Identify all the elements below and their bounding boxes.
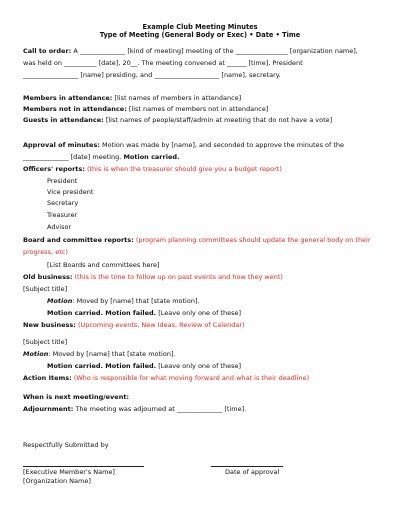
respectfully-submitted: Respectfully Submitted by — [23, 441, 109, 449]
approval-line-2 — [23, 153, 385, 161]
old-business-motion-label: Motion — [47, 297, 73, 305]
adjournment-label: Adjournment: — [23, 405, 74, 413]
old-business-note: (this is the time to follow up on past events and how they went) — [72, 273, 283, 281]
board-reports-line-2: progress, etc) — [23, 248, 68, 256]
guests-attendance-text: [list names of people/staff/admin at meeting that do not have a vote] — [103, 116, 333, 124]
new-business-result-label: Motion carried. Motion failed. — [47, 362, 157, 370]
action-items — [23, 374, 385, 382]
new-business-motion-text: : Moved by [name] that [state motion]. — [48, 350, 176, 358]
date-of-approval-label: Date of approval — [225, 468, 280, 476]
old-business-motion — [47, 297, 400, 305]
new-business-motion — [23, 350, 385, 358]
document-title: Example Club Meeting Minutes — [142, 23, 258, 31]
new-business-label: New business: — [23, 321, 76, 329]
new-business-result — [47, 362, 400, 370]
document-subtitle: Type of Meeting (General Body or Exec) • Date • Time — [99, 31, 301, 39]
officer-item: President — [47, 177, 78, 185]
approval-date-line — [211, 466, 283, 467]
call-to-order-text: A ______________ [kind of meeting] meeting of the ________________ [organization name], — [71, 47, 358, 55]
members-attendance-text: [list names of members in attendance] — [112, 94, 242, 102]
old-business-subject: [Subject title] — [23, 285, 68, 293]
guests-attendance-label: Guests in attendance: — [23, 116, 104, 124]
members-attendance-label: Members in attendance: — [23, 94, 113, 102]
officer-item: Treasurer — [47, 211, 78, 219]
officers-label: Officers' reports: — [23, 165, 85, 173]
action-items-note: (Who is responsible for what moving forward and what is their deadline) — [71, 374, 310, 382]
new-business-note: (Upcoming events, New Ideas, Review of Calendar) — [75, 321, 245, 329]
officer-item: Advisor — [47, 223, 72, 231]
approval-label: Approval of minutes: — [23, 141, 100, 149]
old-business-result — [47, 309, 400, 317]
call-to-order-line-1 — [23, 47, 385, 55]
approval-text: Motion was made by [name], and seconded to approve the minutes of the — [99, 141, 345, 149]
new-business-result-text: [Leave only one of these] — [156, 362, 242, 370]
approval-line-1 — [23, 141, 385, 149]
new-business-subject: [Subject title] — [23, 338, 68, 346]
new-business — [23, 321, 385, 329]
members-not-attendance — [23, 105, 385, 113]
officer-item: Vice president — [47, 188, 94, 196]
board-list: [List Boards and committees here] — [47, 261, 160, 269]
adjournment — [23, 405, 385, 413]
call-to-order-line-2: was held on __________ [date], 20__. The meeting convened at ______ [time], President — [23, 59, 303, 67]
executive-member-name: [Executive Member's Name] — [23, 468, 115, 476]
old-business-label: Old business: — [23, 273, 73, 281]
new-business-motion-label: Motion — [23, 350, 49, 358]
organization-name: [Organization Name] — [23, 477, 91, 485]
members-not-attendance-text: [list names of members not in attendance] — [126, 105, 269, 113]
member-signature-line — [23, 466, 144, 467]
old-business — [23, 273, 385, 281]
officers-note: (this is when the treasurer should give you a budget report) — [84, 165, 282, 173]
action-items-label: Action Items: — [23, 374, 72, 382]
approval-date-text: ______________ [date] meeting. — [23, 153, 124, 161]
guests-attendance — [23, 116, 385, 124]
adjournment-text: The meeting was adjourned at ______________ [time]. — [73, 405, 247, 413]
approval-motion-carried: Motion carried. — [123, 153, 180, 161]
old-business-motion-text: : Moved by [name] that [state motion]. — [72, 297, 200, 305]
old-business-result-text: [Leave only one of these] — [156, 309, 242, 317]
next-meeting-label: When is next meeting/event: — [23, 393, 130, 401]
old-business-result-label: Motion carried. Motion failed. — [47, 309, 157, 317]
officers-reports — [23, 165, 385, 173]
members-attendance — [23, 94, 385, 102]
call-to-order-label: Call to order: — [23, 47, 72, 55]
board-reports-line-1 — [23, 236, 385, 244]
officer-item: Secretary — [47, 199, 79, 207]
board-label: Board and committee reports: — [23, 236, 134, 244]
board-note: (program planning committees should update the general body on their — [133, 236, 371, 244]
call-to-order-line-3: _________________ [name] presiding, and ____________________ [name], secretary. — [23, 71, 281, 79]
members-not-attendance-label: Members not in attendance: — [23, 105, 127, 113]
